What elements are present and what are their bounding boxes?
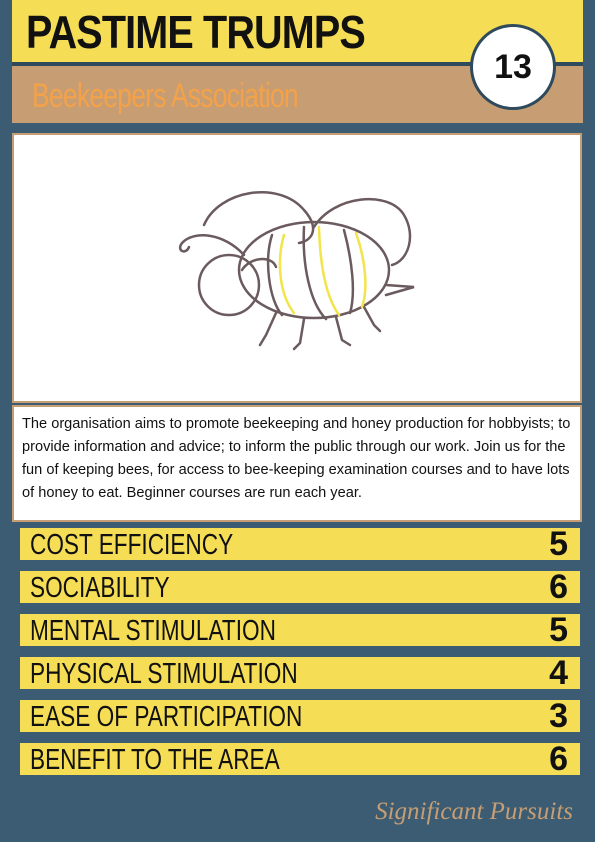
stat-value: 3 — [549, 697, 568, 735]
stat-row-physical-stimulation — [20, 654, 580, 692]
stat-value: 6 — [549, 568, 568, 606]
stat-value: 5 — [549, 611, 568, 649]
stat-value: 5 — [549, 525, 568, 563]
card-title: PASTIME TRUMPS — [26, 6, 365, 58]
stat-label: SOCIABILITY — [30, 572, 170, 604]
stat-label: BENEFIT TO THE AREA — [30, 744, 280, 776]
brand-logo-text: Significant Pursuits — [375, 798, 573, 825]
stat-label: COST EFFICIENCY — [30, 529, 234, 561]
stat-row-ease-of-participation — [20, 697, 580, 735]
stat-row-mental-stimulation — [20, 611, 580, 649]
card-number-badge: 13 — [470, 24, 556, 110]
stat-row-cost-efficiency — [20, 525, 580, 563]
stat-row-benefit-to-the-area — [20, 740, 580, 778]
description-text: The organisation aims to promote beekeeping and honey production for hobbyists; to provide information and advice; to inform the public through our work. Join us for the fun of keeping bees, for access to bee-keeping examination courses and to have lots of honey to eat. Beginner courses are run each year. — [12, 405, 582, 522]
stat-label: EASE OF PARTICIPATION — [30, 701, 303, 733]
stat-value: 4 — [549, 654, 568, 692]
stat-label: MENTAL STIMULATION — [30, 615, 276, 647]
stats-list — [20, 525, 580, 786]
stat-row-sociability — [20, 568, 580, 606]
card-subtitle: Beekeepers Association — [32, 77, 298, 115]
illustration-panel — [12, 133, 582, 403]
bee-drawing-icon — [14, 135, 580, 401]
stat-value: 6 — [549, 740, 568, 778]
stat-label: PHYSICAL STIMULATION — [30, 658, 298, 690]
